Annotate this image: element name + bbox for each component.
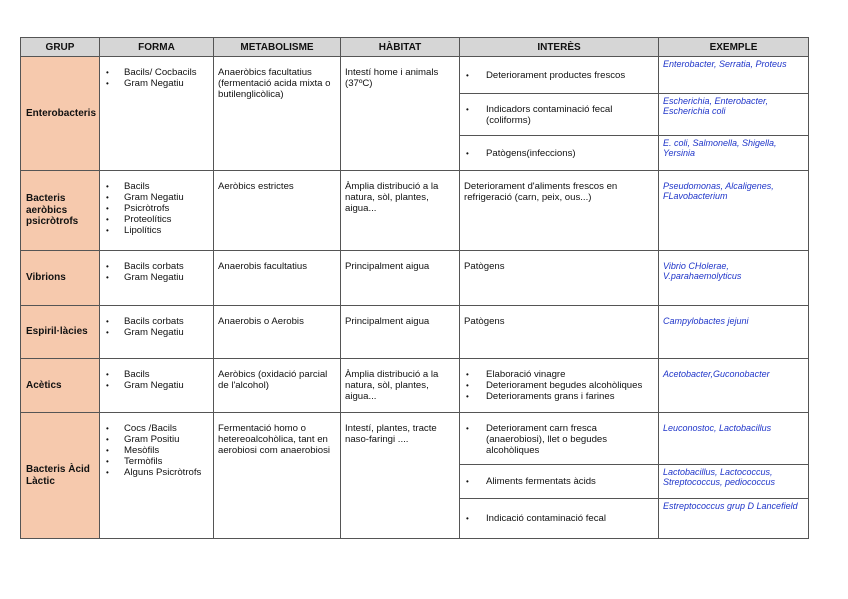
list-item: • Deteriorament productes frescos — [464, 70, 654, 81]
grup-cell: Bacteris Àcid Làctic — [21, 413, 100, 539]
forma-cell — [100, 306, 214, 359]
exemple-cell: Escherichia, Enterobacter, Escherichia coli — [659, 94, 809, 136]
habitat-cell: Principalment aigua — [341, 251, 460, 306]
table-row — [21, 359, 809, 413]
forma-cell — [100, 171, 214, 251]
list-item: • Elaboració vinagre — [464, 369, 654, 380]
table-row — [21, 57, 809, 94]
interes-cell — [460, 413, 659, 465]
list-item: • Bacils corbats — [104, 261, 209, 272]
interes-cell — [460, 465, 659, 499]
exemple-cell: Pseudomonas, Alcaligenes, FLavobacterium — [659, 171, 809, 251]
list-item: • Lipolítics — [104, 225, 209, 236]
list-item: • Patògens(infeccions) — [464, 148, 654, 159]
list-item: • Gram Negatiu — [104, 380, 209, 391]
exemple-cell: Acetobacter,Guconobacter — [659, 359, 809, 413]
grup-cell: Acètics — [21, 359, 100, 413]
bacteria-table — [20, 37, 809, 539]
exemple-cell: Estreptococcus grup D Lancefield — [659, 499, 809, 539]
habitat-cell: Àmplia distribució a la natura, sòl, plantes, aigua... — [341, 359, 460, 413]
list-item: • Bacils — [104, 369, 209, 380]
interes-cell — [460, 359, 659, 413]
forma-cell — [100, 251, 214, 306]
header-grup: GRUP — [21, 38, 100, 57]
list-item: • Mesòfils — [104, 445, 209, 456]
grup-cell: Bacteris aeròbics psicròtrofs — [21, 171, 100, 251]
table-row — [21, 171, 809, 251]
habitat-cell: Intestí home i animals (37ºC) — [341, 57, 460, 171]
exemple-cell: Leuconostoc, Lactobacillus — [659, 413, 809, 465]
list-item: • Indicadors contaminació fecal (coliforms) — [464, 104, 654, 126]
exemple-cell: Vibrio CHolerae, V.parahaemolyticus — [659, 251, 809, 306]
list-item: • Bacils corbats — [104, 316, 209, 327]
header-row — [21, 38, 809, 57]
header-habitat: HÀBITAT — [341, 38, 460, 57]
forma-cell — [100, 57, 214, 171]
metabolisme-cell: Anaerobis o Aerobis — [214, 306, 341, 359]
habitat-cell: Principalment aigua — [341, 306, 460, 359]
list-item: • Cocs /Bacils — [104, 423, 209, 434]
metabolisme-cell: Anaerobis facultatius — [214, 251, 341, 306]
list-item: • Aliments fermentats àcids — [464, 476, 654, 487]
header-forma: FORMA — [100, 38, 214, 57]
list-item: • Proteolítics — [104, 214, 209, 225]
exemple-cell: Campylobactes jejuni — [659, 306, 809, 359]
list-item: • Gram Negatiu — [104, 78, 209, 89]
exemple-cell: Enterobacter, Serratia, Proteus — [659, 57, 809, 94]
interes-cell — [460, 499, 659, 539]
list-item: • Alguns Psicròtrofs — [104, 467, 209, 478]
exemple-cell: E. coli, Salmonella, Shigella, Yersinia — [659, 136, 809, 171]
metabolisme-cell: Fermentació homo o hetereoalcohòlica, tant en aerobiosi com anaerobiosi — [214, 413, 341, 539]
list-item: • Gram Positiu — [104, 434, 209, 445]
interes-cell — [460, 94, 659, 136]
list-item: • Deteriorament carn fresca (anaerobiosi), llet o begudes alcohòliques — [464, 423, 654, 456]
interes-cell — [460, 57, 659, 94]
interes-cell — [460, 136, 659, 171]
interes-cell: Deteriorament d'aliments frescos en refrigeració (carn, peix, ous...) — [460, 171, 659, 251]
table-row — [21, 251, 809, 306]
habitat-cell: Àmplia distribució a la natura, sòl, plantes, aigua... — [341, 171, 460, 251]
list-item: • Gram Negatiu — [104, 192, 209, 203]
grup-cell: Enterobacteris — [21, 57, 100, 171]
list-item: • Psicròtrofs — [104, 203, 209, 214]
list-item: • Termòfils — [104, 456, 209, 467]
forma-cell — [100, 359, 214, 413]
table-row — [21, 413, 809, 465]
list-item: • Gram Negatiu — [104, 272, 209, 283]
metabolisme-cell: Aeròbics estrictes — [214, 171, 341, 251]
interes-cell: Patògens — [460, 306, 659, 359]
list-item: • Gram Negatiu — [104, 327, 209, 338]
metabolisme-cell: Anaeròbics facultatius (fermentació acida mixta o butilenglicòlica) — [214, 57, 341, 171]
table-row — [21, 306, 809, 359]
metabolisme-cell: Aeròbics (oxidació parcial de l'alcohol) — [214, 359, 341, 413]
exemple-cell: Lactobacillus, Lactococcus, Streptococcus, pediococcus — [659, 465, 809, 499]
grup-cell: Vibrions — [21, 251, 100, 306]
list-item: • Indicació contaminació fecal — [464, 513, 654, 524]
list-item: • Bacils — [104, 181, 209, 192]
list-item: • Bacils/ Cocbacils — [104, 67, 209, 78]
grup-cell: Espiril·làcies — [21, 306, 100, 359]
habitat-cell: Intestí, plantes, tracte naso-faringi .... — [341, 413, 460, 539]
header-interes: INTERÈS — [460, 38, 659, 57]
interes-cell: Patògens — [460, 251, 659, 306]
forma-cell — [100, 413, 214, 539]
header-exemple: EXEMPLE — [659, 38, 809, 57]
list-item: • Deterioraments grans i farines — [464, 391, 654, 402]
list-item: • Deteriorament begudes alcohòliques — [464, 380, 654, 391]
header-metabolisme: METABOLISME — [214, 38, 341, 57]
